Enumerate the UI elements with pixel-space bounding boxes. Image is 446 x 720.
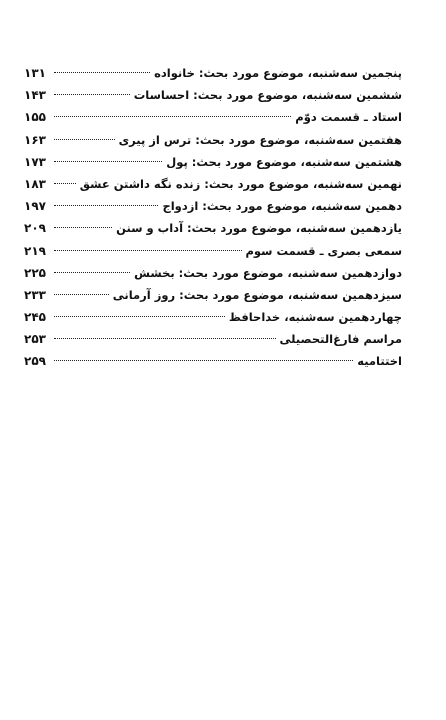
toc-page-number: ۱۸۳: [24, 176, 46, 191]
toc-entry-title: هفتمین سه‌شنبه، موضوع مورد بحث: ترس از پیری: [118, 132, 402, 147]
dot-leader: [54, 183, 76, 184]
toc-page-number: ۲۵۳: [24, 332, 46, 347]
toc-entry: [24, 350, 402, 372]
dot-leader: [54, 161, 162, 162]
toc-page-number: ۱۹۷: [24, 199, 46, 214]
dot-leader: [54, 227, 112, 228]
toc-entry-title: استاد ـ قسمت دوّم: [295, 110, 402, 125]
table-of-contents: [24, 62, 402, 373]
toc-entry: [24, 262, 402, 284]
toc-entry: [24, 106, 402, 128]
dot-leader: [54, 72, 150, 73]
dot-leader: [54, 205, 158, 206]
dot-leader: [54, 294, 109, 295]
toc-entry: [24, 129, 402, 151]
toc-page-number: ۲۴۵: [24, 310, 46, 325]
toc-page-number: ۱۵۵: [24, 110, 46, 125]
dot-leader: [54, 360, 353, 361]
toc-entry-title: سمعی بصری ـ قسمت سوم: [245, 243, 402, 258]
toc-entry: [24, 284, 402, 306]
toc-page-number: ۱۳۱: [24, 66, 46, 80]
toc-page-number: ۱۷۳: [24, 154, 46, 169]
toc-page-number: ۲۱۹: [24, 243, 46, 258]
toc-page-number: ۲۲۵: [24, 265, 46, 280]
dot-leader: [54, 116, 291, 117]
dot-leader: [54, 272, 130, 273]
dot-leader: [54, 94, 130, 95]
dot-leader: [54, 139, 115, 140]
dot-leader: [54, 316, 225, 317]
toc-entry: [24, 62, 402, 84]
toc-entry-title: دوازدهمین سه‌شنبه، موضوع مورد بحث: بخشش: [134, 265, 402, 280]
toc-page-number: ۲۳۳: [24, 287, 46, 302]
toc-entry-title: هشتمین سه‌شنبه، موضوع مورد بحث: پول: [166, 154, 402, 169]
dot-leader: [54, 250, 242, 251]
toc-entry-title: اختتامیه: [357, 354, 402, 369]
toc-entry-title: چهاردهمین سه‌شنبه، خداحافظ: [228, 310, 402, 325]
toc-entry: [24, 217, 402, 239]
toc-entry: [24, 151, 402, 173]
toc-entry: [24, 240, 402, 262]
toc-page-number: ۱۶۳: [24, 132, 46, 147]
toc-entry-title: ششمین سه‌شنبه، موضوع مورد بحث: احساسات: [133, 88, 402, 103]
toc-entry: [24, 306, 402, 328]
toc-entry-title: دهمین سه‌شنبه، موضوع مورد بحث: ازدواج: [162, 199, 402, 214]
toc-page-number: ۲۵۹: [24, 354, 46, 369]
toc-entry: [24, 195, 402, 217]
toc-page-number: ۲۰۹: [24, 221, 46, 236]
toc-page-number: ۱۴۳: [24, 88, 46, 103]
toc-entry-title: مراسم فارغ‌التحصیلی: [279, 332, 402, 347]
toc-entry-title: پنجمین سه‌شنبه، موضوع مورد بحث: خانواده: [154, 66, 402, 80]
toc-entry-title: یازدهمین سه‌شنبه، موضوع مورد بحث: آداب و سنن: [116, 221, 402, 236]
toc-entry-title: نهمین سه‌شنبه، موضوع مورد بحث: زنده نگه داشتن عشق: [79, 176, 402, 191]
dot-leader: [54, 338, 276, 339]
toc-entry: [24, 173, 402, 195]
toc-entry: [24, 328, 402, 350]
toc-entry: [24, 84, 402, 106]
toc-entry-title: سیزدهمین سه‌شنبه، موضوع مورد بحث: روز آرمانی: [112, 287, 402, 302]
